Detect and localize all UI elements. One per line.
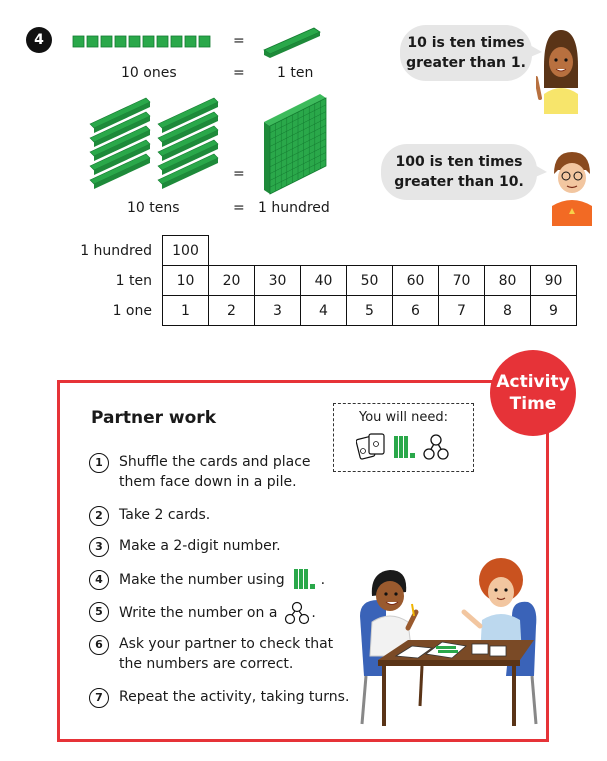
activity-time-badge [490, 350, 576, 436]
part-whole-model-icon [283, 601, 311, 625]
ten-ones-label: 10 ones [121, 65, 177, 81]
table-cell: 1 [163, 296, 209, 326]
table-cell: 40 [301, 266, 347, 296]
ten-tens-label: 10 tens [127, 200, 180, 216]
step-number: 4 [89, 570, 109, 590]
table-cell: 20 [209, 266, 255, 296]
table-cell: 5 [347, 296, 393, 326]
place-value-table [56, 235, 577, 326]
table-cell: 100 [163, 236, 209, 266]
table-cell: 50 [347, 266, 393, 296]
one-hundred-label: 1 hundred [258, 200, 330, 216]
you-will-need-label: You will need: [358, 410, 448, 425]
step-text: Write the number on a [119, 605, 278, 621]
ten-ones-cubes [72, 33, 222, 49]
row-label-one: 1 one [112, 302, 152, 319]
table-cell: 3 [255, 296, 301, 326]
ten-rod [262, 24, 324, 60]
step-number: 6 [89, 635, 109, 655]
girl-bubble-line-2: greater than 1. [406, 55, 526, 71]
step-text: Make the number using [119, 572, 285, 588]
table-cell: 4 [301, 296, 347, 326]
step-text: Take 2 cards. [119, 507, 211, 523]
row-label-hundred: 1 hundred [80, 242, 152, 259]
equals-sign-4: = [233, 200, 245, 216]
equals-sign-1: = [233, 33, 245, 49]
step-5 [89, 601, 316, 625]
boy-speech-bubble [381, 144, 537, 200]
table-row-ones [56, 296, 577, 326]
boy-character-illustration [548, 150, 596, 226]
number-cards-icon [356, 434, 384, 459]
step-number: 5 [89, 602, 109, 622]
table-row-hundreds [56, 236, 577, 266]
step-number: 7 [89, 688, 109, 708]
table-cell: 80 [485, 266, 531, 296]
badge-line-2: Time [509, 394, 557, 414]
one-ten-label: 1 ten [277, 65, 314, 81]
boy-bubble-line-2: greater than 10. [394, 174, 524, 190]
equals-sign-3: = [233, 166, 245, 182]
step-number: 2 [89, 506, 109, 526]
step-text: . [311, 605, 316, 621]
row-label-ten: 1 ten [115, 272, 152, 289]
step-number: 1 [89, 453, 109, 473]
step-2 [89, 505, 210, 526]
step-7 [89, 687, 349, 708]
you-will-need-box [333, 403, 474, 472]
table-cell: 9 [531, 296, 577, 326]
children-playing-illustration [356, 556, 542, 732]
step-text: Repeat the activity, taking turns. [119, 689, 350, 705]
table-cell: 7 [439, 296, 485, 326]
step-text: Ask your partner to check that [119, 636, 334, 652]
table-row-tens [56, 266, 577, 296]
table-cell: 8 [485, 296, 531, 326]
step-6 [89, 634, 333, 674]
table-cell: 10 [163, 266, 209, 296]
step-text: Make a 2-digit number. [119, 538, 281, 554]
girl-bubble-line-1: 10 is ten times [407, 35, 525, 51]
step-text: the numbers are correct. [119, 656, 294, 672]
step-text: . [320, 572, 326, 588]
girl-speech-bubble [400, 25, 532, 81]
part-whole-model-icon [424, 435, 448, 459]
step-text: them face down in a pile. [119, 474, 297, 490]
table-cell: 90 [531, 266, 577, 296]
materials-icons [356, 432, 456, 464]
badge-line-1: Activity [496, 372, 570, 392]
table-cell: 2 [209, 296, 255, 326]
hundred-flat [260, 92, 330, 196]
step-4 [89, 569, 325, 591]
girl-character-illustration [536, 26, 586, 114]
base-ten-blocks-icon [293, 569, 321, 591]
question-number: 4 [26, 27, 52, 53]
step-number: 3 [89, 537, 109, 557]
equals-sign-2: = [233, 65, 245, 81]
ten-tens-rods [88, 94, 222, 194]
activity-title: Partner work [91, 408, 216, 428]
boy-bubble-line-1: 100 is ten times [395, 154, 523, 170]
step-1 [89, 452, 311, 492]
table-cell: 60 [393, 266, 439, 296]
step-text: Shuffle the cards and place [119, 454, 311, 470]
table-cell: 30 [255, 266, 301, 296]
boy-bubble-tail [533, 164, 547, 180]
base-ten-blocks-icon [394, 436, 415, 458]
step-3 [89, 536, 281, 557]
table-cell: 70 [439, 266, 485, 296]
table-cell: 6 [393, 296, 439, 326]
